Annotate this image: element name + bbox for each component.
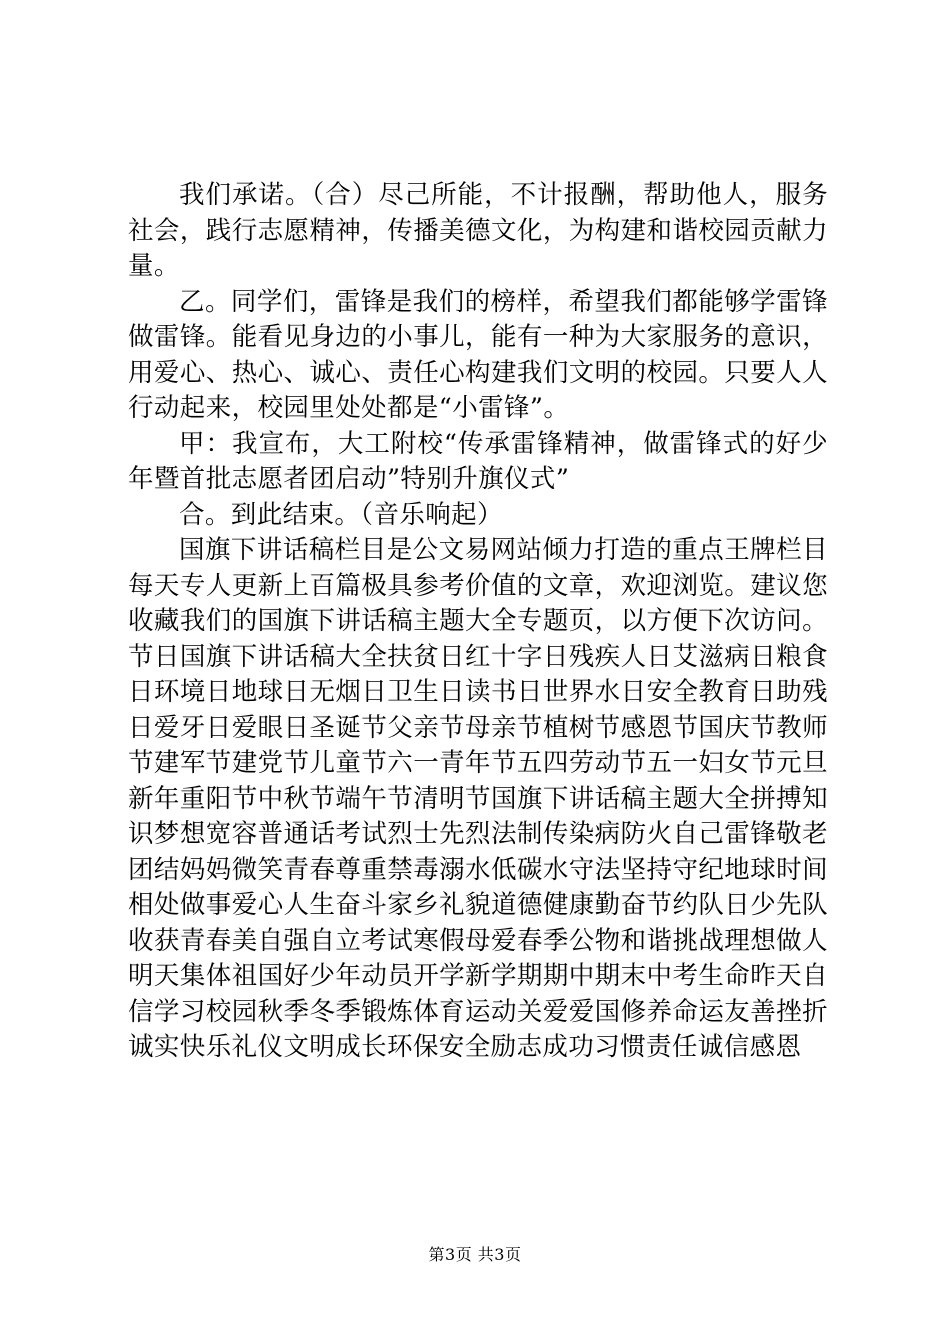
paragraph-site-notice: 国旗下讲话稿栏目是公文易网站倾力打造的重点王牌栏目每天专人更新上百篇极具参考价值的文章，欢迎浏览。建议您收藏我们的国旗下讲话稿主题大全专题页，以方便下次访问。节日国旗下讲话稿大全扶贫日红十字日残疾人日艾滋病日粮食日环境日地球日无烟日卫生日读书日世界水日安全教育日助残日爱牙日爱眼日圣诞节父亲节母亲节植树节感恩节国庆节教师节建军节建党节儿童节六一青年节五四劳动节五一妇女节元旦新年重阳节中秋节端午节清明节国旗下讲话稿主题大全拼搏知识梦想宽容普通话考试烈士先烈法制传染病防火自己雷锋敬老团结妈妈微笑青春尊重禁毒溺水低碳水守法坚持守纪地球时间相处做事爱心人生奋斗家乡礼貌道德健康勤奋节约队日少先队收获青春美自强自立考试寒假母爱春季公物和谐挑战理想做人明天集体祖国好少年动员开学新学期期中期末中考生命昨天自信学习校园秋季冬季锻炼体育运动关爱爱国修养命运友善挫折诚实快乐礼仪文明成长环保安全励志成功习惯责任诚信感恩 xyxy=(128,535,828,1062)
paragraph-jia: 甲：我宣布，大工附校“传承雷锋精神，做雷锋式的好少年暨首批志愿者团启动”特别升旗仪式” xyxy=(128,428,828,494)
page-number: 第3页 共3页 xyxy=(428,1245,522,1264)
paragraph-closing: 合。到此结束。（音乐响起） xyxy=(179,499,503,530)
paragraph-yi: 乙。同学们，雷锋是我们的榜样，希望我们都能够学雷锋做雷锋。能看见身边的小事儿，能有一种为大家服务的意识，用爱心、热心、诚心、责任心构建我们文明的校园。只要人人行动起来，校园里处处都是“小雷锋”。 xyxy=(128,286,828,423)
document-body xyxy=(128,178,828,1066)
paragraph-pledge: 我们承诺。（合）尽己所能，不计报酬，帮助他人，服务社会，践行志愿精神，传播美德文化，为构建和谐校园贡献力量。 xyxy=(128,180,828,281)
